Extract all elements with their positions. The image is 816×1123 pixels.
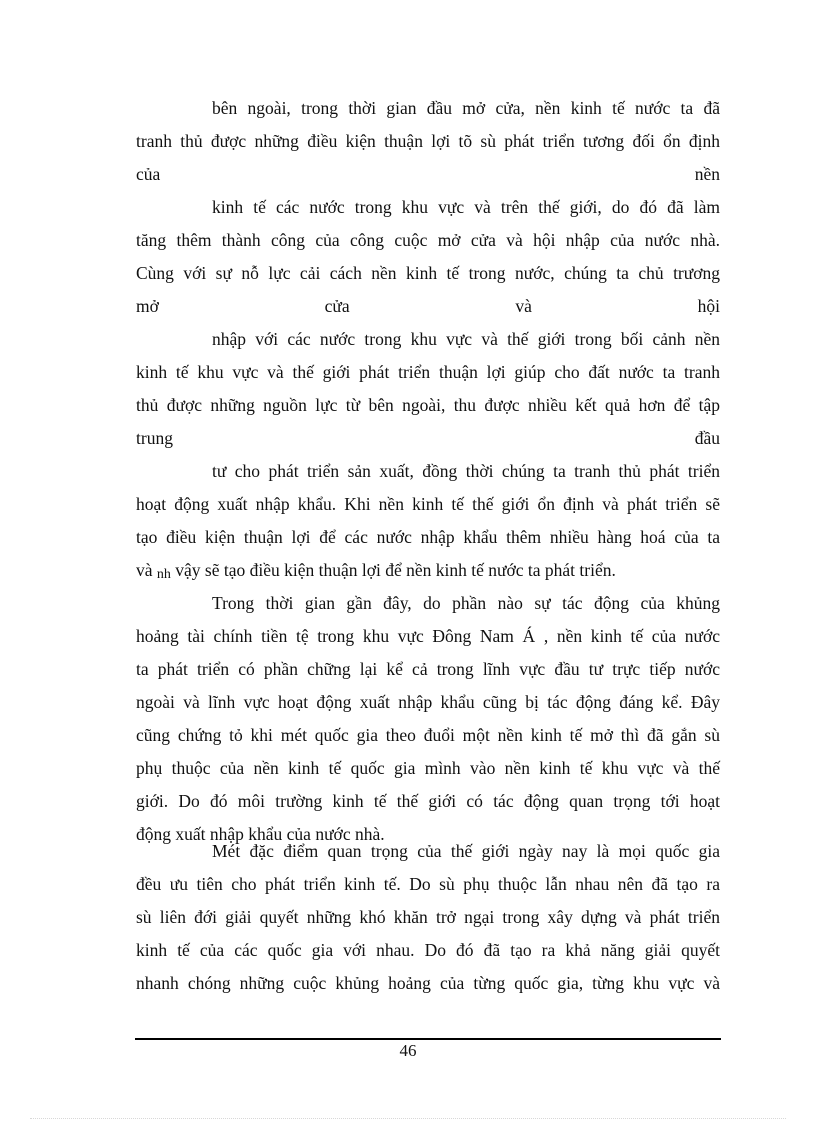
text-line: tranh thủ được những điều kiện thuận lợi tõ sù phát triển tương đối ổn định bbox=[136, 131, 720, 151]
text-line: thủ được những nguồn lực từ bên ngoài, thu được nhiều kết quả hơn để tập bbox=[136, 395, 720, 415]
text-line: kinh tế khu vực và thế giới phát triển thuận lợi giúp cho đất nước ta tranh bbox=[136, 362, 720, 382]
text-line: Cùng với sự nỗ lực cải cách nền kinh tế trong nước, chúng ta chủ trương bbox=[136, 263, 720, 283]
text-line: phụ thuộc của nền kinh tế quốc gia mình vào nền kinh tế khu vực và thế bbox=[136, 758, 720, 778]
text-line: giới. Do đó môi trường kinh tế thế giới có tác động quan trọng tới hoạt bbox=[136, 791, 720, 811]
text-line: Trong thời gian gần đây, do phần nào sự tác động của khủng bbox=[212, 593, 720, 613]
text-line: nhập với các nước trong khu vực và thế giới trong bối cảnh nền bbox=[212, 329, 720, 349]
text-fragment: vậy sẽ tạo điều kiện thuận lợi để nền kinh tế nước ta phát triển. bbox=[175, 560, 616, 580]
page-number: 46 bbox=[399, 1041, 417, 1060]
text-line: cũng chứng tỏ khi mét quốc gia theo đuổi một nền kinh tế mở thì đã gắn sù bbox=[136, 725, 720, 745]
text-line bbox=[136, 554, 720, 587]
text-line: Mét đặc điểm quan trọng của thế giới ngày nay là mọi quốc gia bbox=[212, 841, 720, 861]
text-line: kinh tế của các quốc gia với nhau. Do đó đã tạo ra khả năng giải quyết bbox=[136, 940, 720, 960]
text-fragment: nh bbox=[156, 567, 171, 582]
text-line: của nền bbox=[136, 164, 720, 184]
text-line: đều ưu tiên cho phát triển kinh tế. Do sù phụ thuộc lẫn nhau nên đã tạo ra bbox=[136, 874, 720, 894]
text-line: hoạt động xuất nhập khẩu. Khi nền kinh tế thế giới ổn định và phát triển sẽ bbox=[136, 494, 720, 514]
text-line: nhanh chóng những cuộc khủng hoảng của từng quốc gia, từng khu vực và bbox=[136, 973, 720, 993]
text-line: tạo điều kiện thuận lợi để các nước nhập khẩu thêm nhiều hàng hoá của ta bbox=[136, 527, 720, 547]
text-line: sù liên đới giải quyết những khó khăn trở ngại trong xây dựng và phát triển bbox=[136, 907, 720, 927]
text-fragment: và bbox=[136, 560, 153, 580]
text-line: động xuất nhập khẩu của nước nhà. bbox=[136, 824, 385, 844]
text-line: trung đầu bbox=[136, 428, 720, 448]
text-line: tư cho phát triển sản xuất, đồng thời chúng ta tranh thủ phát triển bbox=[212, 461, 720, 481]
text-line: ngoài và lĩnh vực hoạt động xuất nhập khẩu cũng bị tác động đáng kể. Đây bbox=[136, 692, 720, 712]
text-line: bên ngoài, trong thời gian đầu mở cửa, nền kinh tế nước ta đã bbox=[212, 98, 720, 118]
page-bottom-border bbox=[30, 1118, 786, 1119]
text-line: tăng thêm thành công của công cuộc mở cửa và hội nhập của nước nhà. bbox=[136, 230, 720, 250]
text-line: kinh tế các nước trong khu vực và trên thế giới, do đó đã làm bbox=[212, 197, 720, 217]
text-line: hoảng tài chính tiền tệ trong khu vực Đông Nam Á , nền kinh tế của nước bbox=[136, 626, 720, 646]
text-line: ta phát triển có phần chững lại kể cả trong lĩnh vực đầu tư trực tiếp nước bbox=[136, 659, 720, 679]
text-line: mở cửa và hội bbox=[136, 296, 720, 316]
